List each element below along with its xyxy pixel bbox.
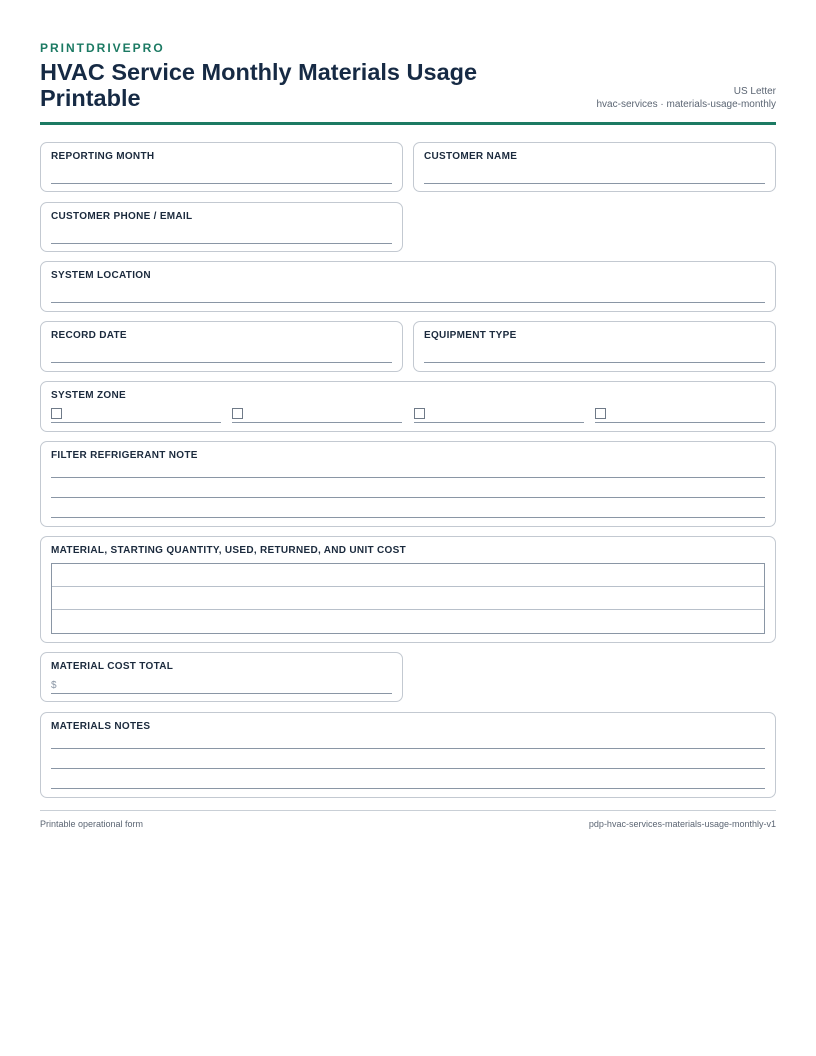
filter-note-line-2[interactable] [51, 497, 765, 498]
equipment-type-field [413, 321, 776, 372]
table-row[interactable] [52, 564, 764, 587]
paper-size: US Letter [733, 86, 776, 97]
option-write-line [414, 422, 584, 423]
customer-contact-label: CUSTOMER PHONE / EMAIL [51, 211, 193, 222]
footer-divider [40, 810, 776, 811]
system-zone-option-3[interactable] [414, 408, 584, 422]
reporting-month-field [40, 142, 403, 192]
equipment-type-label: EQUIPMENT TYPE [424, 330, 517, 341]
header-meta [596, 85, 776, 111]
table-row[interactable] [52, 587, 764, 610]
customer-name-field [413, 142, 776, 192]
option-write-line [51, 422, 221, 423]
option-write-line [595, 422, 765, 423]
customer-name-label: CUSTOMER NAME [424, 151, 518, 162]
currency-prefix: $ [51, 680, 57, 691]
system-zone-option-4[interactable] [595, 408, 765, 422]
form-path: hvac-services · materials-usage-monthly [596, 99, 776, 110]
materials-table-label: MATERIAL, STARTING QUANTITY, USED, RETURNED, AND UNIT COST [51, 545, 406, 556]
filter-note-line-1[interactable] [51, 477, 765, 478]
system-zone-field [40, 381, 776, 432]
materials-notes-label: MATERIALS NOTES [51, 721, 151, 732]
system-location-label: SYSTEM LOCATION [51, 270, 151, 281]
equipment-type-input-line[interactable] [424, 362, 765, 363]
reporting-month-input-line[interactable] [51, 183, 392, 184]
page-title: HVAC Service Monthly Materials Usage Printable [40, 59, 478, 111]
customer-contact-input-line[interactable] [51, 243, 392, 244]
table-row[interactable] [52, 610, 764, 633]
brand-name: PRINTDRIVEPRO [40, 41, 165, 55]
filter-note-line-3[interactable] [51, 517, 765, 518]
header-divider [40, 122, 776, 125]
reporting-month-label: REPORTING MONTH [51, 151, 155, 162]
checkbox-icon[interactable] [595, 408, 606, 419]
filter-note-label: FILTER REFRIGERANT NOTE [51, 450, 198, 461]
checkbox-icon[interactable] [232, 408, 243, 419]
checkbox-icon[interactable] [414, 408, 425, 419]
system-zone-option-2[interactable] [232, 408, 402, 422]
materials-notes-field [40, 712, 776, 798]
customer-name-input-line[interactable] [424, 183, 765, 184]
materials-table-field [40, 536, 776, 643]
footer-form-id: pdp-hvac-services-materials-usage-monthly-v1 [588, 819, 776, 829]
system-location-field [40, 261, 776, 312]
system-zone-label: SYSTEM ZONE [51, 390, 126, 401]
option-write-line [232, 422, 402, 423]
materials-notes-line-3[interactable] [51, 788, 765, 789]
system-zone-option-1[interactable] [51, 408, 221, 422]
footer-left-text: Printable operational form [40, 819, 144, 829]
materials-notes-line-2[interactable] [51, 768, 765, 769]
system-location-input-line[interactable] [51, 302, 765, 303]
cost-total-label: MATERIAL COST TOTAL [51, 661, 174, 672]
record-date-input-line[interactable] [51, 362, 392, 363]
materials-notes-line-1[interactable] [51, 748, 765, 749]
materials-table [51, 563, 765, 634]
filter-note-field [40, 441, 776, 527]
checkbox-icon[interactable] [51, 408, 62, 419]
cost-total-field [40, 652, 403, 702]
record-date-label: RECORD DATE [51, 330, 127, 341]
cost-total-input-line[interactable] [51, 693, 392, 694]
record-date-field [40, 321, 403, 372]
customer-contact-field [40, 202, 403, 252]
